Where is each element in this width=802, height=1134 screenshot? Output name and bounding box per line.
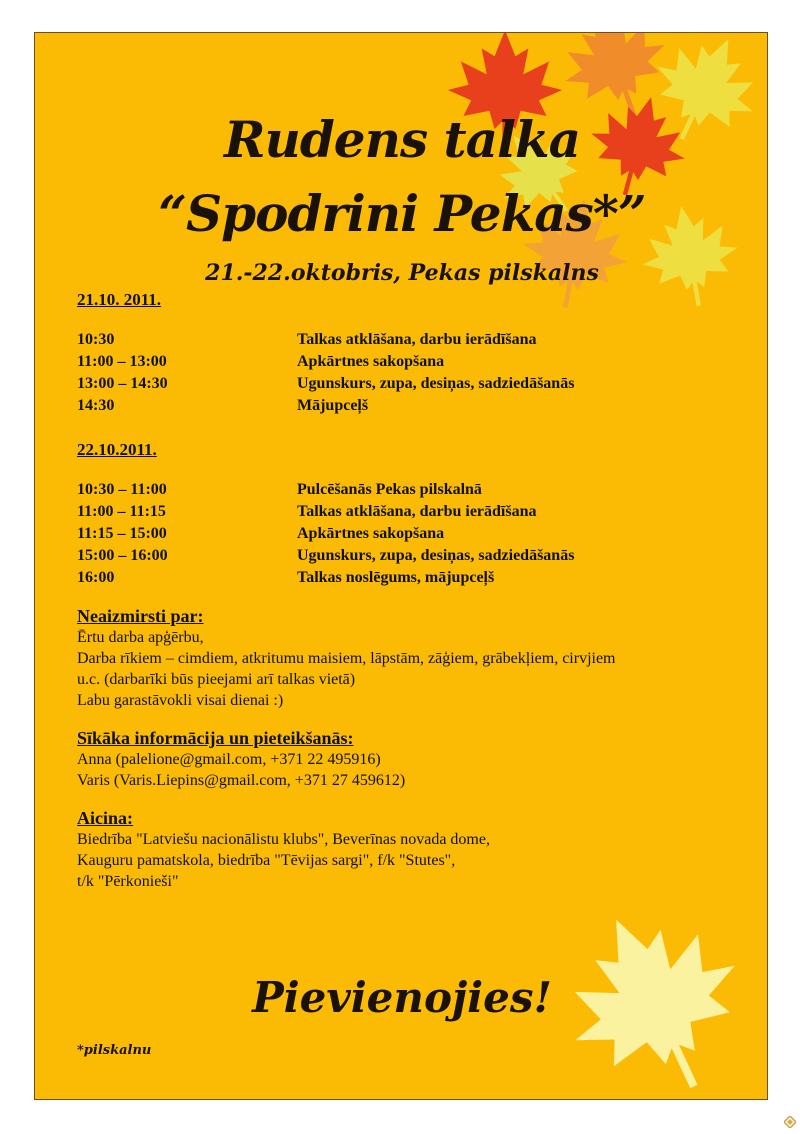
info-line: Varis (Varis.Liepins@gmail.com, +371 27 459612) (77, 772, 406, 789)
invite-line: Biedrība "Latviešu nacionālistu klubs", Beverīnas novada dome, (77, 831, 490, 848)
schedule-row (77, 523, 737, 545)
invite-line: Kauguru pamatskola, biedrība "Tēvijas sargi", f/k "Stutes", (77, 852, 456, 869)
schedule-time: 15:00 – 16:00 (77, 547, 168, 564)
page-corner-icon (784, 1116, 796, 1128)
reminder-line: Ērtu darba apģērbu, (77, 629, 204, 646)
schedule-row (77, 479, 737, 501)
reminder-heading: Neaizmirsti par: (77, 606, 204, 626)
title-line-1: Rudens talka (223, 110, 581, 169)
schedule-time: 11:00 – 13:00 (77, 353, 167, 370)
title-line-2: “Spodrini Pekas*” (158, 184, 646, 243)
schedule-row (77, 567, 737, 589)
schedule-row (77, 501, 737, 523)
schedule-activity: Pulcēšanās Pekas pilskalnā (297, 481, 482, 498)
day2-heading: 22.10.2011. (77, 440, 157, 459)
schedule-activity: Apkārtnes sakopšana (297, 525, 445, 542)
schedule-activity: Talkas atklāšana, darbu ierādīšana (297, 331, 537, 348)
poster (34, 32, 768, 1100)
schedule-time: 13:00 – 14:30 (77, 375, 168, 392)
join-callout: Pievienojies! (252, 973, 552, 1022)
title-line-3: 21.-22.oktobris, Pekas pilskalns (205, 260, 599, 286)
schedule-time: 10:30 (77, 331, 115, 348)
schedule-row (77, 395, 737, 417)
reminder-line: Darba rīkiem – cimdiem, atkritumu maisiem, lāpstām, zāģiem, grābekļiem, cirvjiem (77, 650, 616, 667)
reminder-line: Labu garastāvokli visai dienai :) (77, 692, 284, 709)
day2-schedule (77, 479, 737, 589)
schedule-activity: Ugunskurs, zupa, desiņas, sadziedāšanās (297, 547, 575, 564)
invite-heading: Aicina: (77, 808, 133, 828)
schedule-time: 16:00 (77, 569, 115, 586)
schedule-activity: Talkas atklāšana, darbu ierādīšana (297, 503, 537, 520)
schedule-activity: Mājupceļš (297, 397, 369, 414)
schedule-row (77, 373, 737, 395)
reminder-line: u.c. (darbarīki būs pieejami arī talkas vietā) (77, 671, 356, 688)
info-line: Anna (palelione@gmail.com, +371 22 495916) (77, 751, 381, 768)
schedule-activity: Ugunskurs, zupa, desiņas, sadziedāšanās (297, 375, 575, 392)
info-heading: Sīkāka informācija un pieteikšanās: (77, 728, 354, 748)
day1-schedule (77, 329, 737, 417)
title-block (35, 101, 768, 297)
schedule-time: 10:30 – 11:00 (77, 481, 167, 498)
schedule-time: 11:00 – 11:15 (77, 503, 166, 520)
footnote: *pilskalnu (77, 1043, 152, 1058)
content (77, 289, 737, 892)
schedule-row (77, 545, 737, 567)
schedule-time: 14:30 (77, 397, 115, 414)
schedule-time: 11:15 – 15:00 (77, 525, 167, 542)
day1-heading: 21.10. 2011. (77, 290, 162, 309)
schedule-row (77, 329, 737, 351)
schedule-activity: Talkas noslēgums, mājupceļš (297, 569, 495, 586)
schedule-activity: Apkārtnes sakopšana (297, 353, 445, 370)
spacer (77, 417, 737, 439)
invite-line: t/k "Pērkonieši" (77, 873, 179, 890)
schedule-row (77, 351, 737, 373)
